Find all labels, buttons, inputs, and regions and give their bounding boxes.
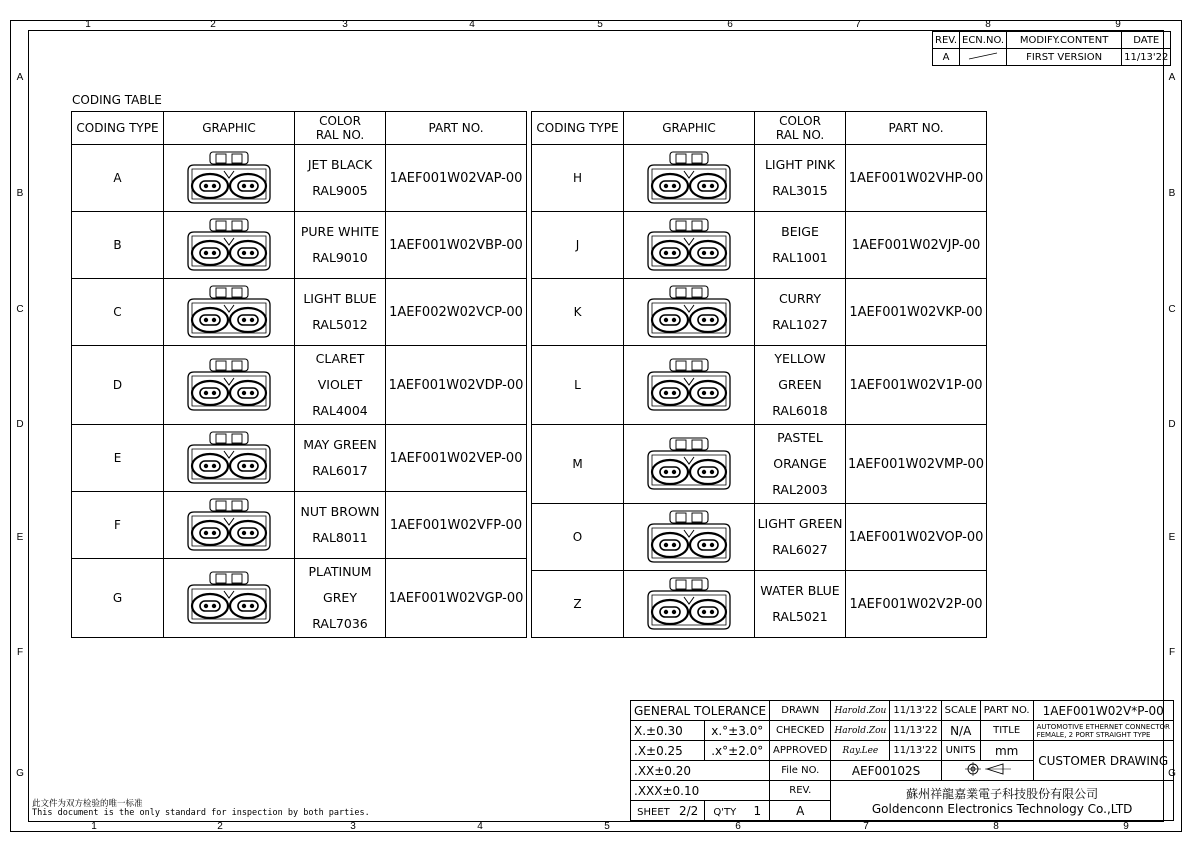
color-name: MAY GREEN xyxy=(303,437,377,452)
rev-label: REV. xyxy=(770,781,831,801)
graphic-cell xyxy=(164,279,295,346)
drawn-label: DRAWN xyxy=(770,701,831,721)
connector-graphic-icon xyxy=(644,577,734,631)
col-graphic: GRAPHIC xyxy=(164,112,295,145)
color-cell xyxy=(295,346,386,425)
drawn-by: Harold.Zou xyxy=(831,701,890,721)
ral-number: RAL8011 xyxy=(312,530,368,545)
revision-table xyxy=(932,31,1171,66)
coding-row xyxy=(72,346,527,425)
rev-value: A xyxy=(933,49,960,66)
connector-graphic-icon xyxy=(644,510,734,564)
part-number: 1AEF001W02VHP-00 xyxy=(846,145,987,212)
file-no-value: AEF00102S xyxy=(831,761,941,781)
coding-type: O xyxy=(532,504,624,571)
zone-number-bottom: 6 xyxy=(735,821,741,832)
col-coding-type: CODING TYPE xyxy=(72,112,164,145)
col-coding-type: CODING TYPE xyxy=(532,112,624,145)
zone-letter-right: D xyxy=(1168,419,1176,430)
zone-number-bottom: 2 xyxy=(217,821,223,832)
color-cell xyxy=(755,571,846,638)
graphic-cell xyxy=(624,425,755,504)
zone-number-bottom: 4 xyxy=(477,821,483,832)
checked-date: 11/13'22 xyxy=(890,721,941,741)
ral-number: RAL7036 xyxy=(312,616,368,631)
ral-number: RAL9005 xyxy=(312,183,368,198)
coding-type: E xyxy=(72,425,164,492)
color-cell xyxy=(295,212,386,279)
zone-letter-left: G xyxy=(16,768,24,779)
approved-date: 11/13'22 xyxy=(890,741,941,761)
col-part-no: PART NO. xyxy=(846,112,987,145)
part-number: 1AEF001W02VEP-00 xyxy=(386,425,527,492)
col-color-line1: COLOR xyxy=(779,114,821,128)
graphic-cell xyxy=(624,212,755,279)
customer-drawing: CUSTOMER DRAWING xyxy=(1033,741,1173,781)
coding-row xyxy=(72,279,527,346)
title-line-1: AUTOMOTIVE ETHERNET CONNECTOR xyxy=(1036,722,1170,731)
color-name: CLARET VIOLET xyxy=(315,351,365,392)
ral-number: RAL1001 xyxy=(772,250,828,265)
rev-value: A xyxy=(770,801,831,821)
graphic-cell xyxy=(624,346,755,425)
zone-number-top: 8 xyxy=(985,19,991,30)
color-cell xyxy=(755,346,846,425)
part-number: 1AEF001W02VOP-00 xyxy=(846,504,987,571)
connector-graphic-icon xyxy=(184,358,274,412)
coding-type: F xyxy=(72,492,164,559)
part-number: 1AEF001W02VGP-00 xyxy=(386,559,527,638)
graphic-cell xyxy=(164,346,295,425)
color-name: JET BLACK xyxy=(307,157,373,172)
qty-cell xyxy=(705,801,770,821)
connector-graphic-icon xyxy=(644,285,734,339)
col-color xyxy=(755,112,846,145)
connector-graphic-icon xyxy=(184,218,274,272)
graphic-cell xyxy=(164,492,295,559)
connector-graphic-icon xyxy=(184,498,274,552)
zone-number-top: 2 xyxy=(210,19,216,30)
date-header: DATE xyxy=(1122,32,1171,49)
coding-type: M xyxy=(532,425,624,504)
note-cn: 此文件为双方检验的唯一标准 xyxy=(32,799,143,809)
coding-type: L xyxy=(532,346,624,425)
ecn-value xyxy=(960,49,1007,66)
coding-type: G xyxy=(72,559,164,638)
color-cell xyxy=(295,492,386,559)
color-name: NUT BROWN xyxy=(300,504,380,519)
third-angle-projection-icon xyxy=(961,762,1013,776)
col-part-no: PART NO. xyxy=(386,112,527,145)
graphic-cell xyxy=(624,571,755,638)
general-tolerance-label: GENERAL TOLERANCE xyxy=(631,701,770,721)
connector-graphic-icon xyxy=(184,431,274,485)
part-number: 1AEF001W02VDP-00 xyxy=(386,346,527,425)
date-value: 11/13'22 xyxy=(1122,49,1171,66)
color-name: WATER BLUE xyxy=(760,583,840,598)
coding-type: C xyxy=(72,279,164,346)
zone-letter-left: D xyxy=(16,419,24,430)
zone-letter-left: A xyxy=(16,72,24,83)
zone-number-bottom: 1 xyxy=(91,821,97,832)
coding-type: D xyxy=(72,346,164,425)
color-cell xyxy=(295,279,386,346)
checked-by: Harold.Zou xyxy=(831,721,890,741)
approved-by: Ray.Lee xyxy=(831,741,890,761)
scale-value: N/A xyxy=(941,721,980,741)
part-number: 1AEF001W02VMP-00 xyxy=(846,425,987,504)
drawn-date: 11/13'22 xyxy=(890,701,941,721)
zone-number-bottom: 7 xyxy=(863,821,869,832)
zone-letter-left: B xyxy=(16,188,24,199)
sheet-label xyxy=(631,801,705,821)
title-block xyxy=(630,700,1174,821)
coding-row xyxy=(532,212,987,279)
zone-number-top: 7 xyxy=(855,19,861,30)
tol-xxx: .XX±0.20 xyxy=(631,761,770,781)
color-name: CURRY xyxy=(778,291,822,306)
units-label: UNITS xyxy=(941,741,980,761)
coding-row xyxy=(532,571,987,638)
ral-number: RAL1027 xyxy=(772,317,828,332)
graphic-cell xyxy=(164,212,295,279)
tol-angle1: x.°±3.0° xyxy=(705,721,770,741)
color-name: PURE WHITE xyxy=(300,224,380,239)
zone-letter-left: F xyxy=(16,647,24,658)
connector-graphic-icon xyxy=(644,358,734,412)
coding-row xyxy=(72,492,527,559)
col-graphic: GRAPHIC xyxy=(624,112,755,145)
zone-letter-right: A xyxy=(1168,72,1176,83)
coding-row xyxy=(72,212,527,279)
connector-graphic-icon xyxy=(644,218,734,272)
tol-x: X.±0.30 xyxy=(631,721,705,741)
coding-row xyxy=(532,504,987,571)
zone-letter-right: B xyxy=(1168,188,1176,199)
part-no-label: PART NO. xyxy=(980,701,1033,721)
ral-number: RAL9010 xyxy=(312,250,368,265)
file-no-label: File NO. xyxy=(770,761,831,781)
color-cell xyxy=(295,145,386,212)
zone-number-bottom: 9 xyxy=(1123,821,1129,832)
part-number: 1AEF001W02VBP-00 xyxy=(386,212,527,279)
color-name: PASTEL ORANGE xyxy=(773,430,827,471)
graphic-cell xyxy=(164,425,295,492)
coding-type: H xyxy=(532,145,624,212)
color-name: LIGHT PINK xyxy=(764,157,836,172)
coding-row xyxy=(532,279,987,346)
zone-letter-right: F xyxy=(1168,647,1176,658)
color-cell xyxy=(755,145,846,212)
ral-number: RAL3015 xyxy=(772,183,828,198)
company-name-cn: 蘇州祥龍嘉業電子科技股份有限公司 xyxy=(906,787,1099,801)
graphic-cell xyxy=(624,504,755,571)
graphic-cell xyxy=(164,559,295,638)
coding-type: Z xyxy=(532,571,624,638)
qty-label: Q'TY xyxy=(713,806,737,818)
coding-row xyxy=(72,425,527,492)
color-cell xyxy=(755,504,846,571)
coding-type: K xyxy=(532,279,624,346)
units-value: mm xyxy=(980,741,1033,761)
scale-label: SCALE xyxy=(941,701,980,721)
graphic-cell xyxy=(624,279,755,346)
zone-letter-right: C xyxy=(1168,304,1176,315)
projection-symbol xyxy=(941,761,1033,781)
note-en: This document is the only standard for inspection by both parties. xyxy=(32,808,370,818)
part-number: 1AEF001W02VAP-00 xyxy=(386,145,527,212)
connector-graphic-icon xyxy=(644,437,734,491)
drawing-title xyxy=(1033,721,1173,741)
zone-number-top: 4 xyxy=(469,19,475,30)
zone-letter-right: G xyxy=(1168,768,1176,779)
ral-number: RAL4004 xyxy=(312,403,368,418)
rev-header: REV. xyxy=(933,32,960,49)
connector-graphic-icon xyxy=(184,151,274,205)
coding-table-title: CODING TABLE xyxy=(72,93,162,107)
connector-graphic-icon xyxy=(184,571,274,625)
connector-graphic-icon xyxy=(644,151,734,205)
color-name: LIGHT BLUE xyxy=(303,291,377,306)
zone-number-bottom: 8 xyxy=(993,821,999,832)
graphic-cell xyxy=(624,145,755,212)
zone-number-top: 1 xyxy=(85,19,91,30)
col-color-line1: COLOR xyxy=(319,114,361,128)
ral-number: RAL6017 xyxy=(312,463,368,478)
coding-row xyxy=(532,346,987,425)
coding-row xyxy=(72,145,527,212)
tol-xxxx: .XXX±0.10 xyxy=(631,781,770,801)
graphic-cell xyxy=(164,145,295,212)
ral-number: RAL5021 xyxy=(772,609,828,624)
zone-letter-right: E xyxy=(1168,532,1176,543)
color-name: BEIGE xyxy=(781,224,819,239)
tol-angle2: .x°±2.0° xyxy=(705,741,770,761)
ecn-header: ECN.NO. xyxy=(960,32,1007,49)
title-line-2: FEMALE, 2 PORT STRAIGHT TYPE xyxy=(1036,730,1151,739)
ral-number: RAL5012 xyxy=(312,317,368,332)
color-name: PLATINUM GREY xyxy=(308,564,372,605)
color-name: YELLOW GREEN xyxy=(774,351,826,392)
coding-table-right xyxy=(531,111,987,638)
modify-content-header: MODIFY.CONTENT xyxy=(1007,32,1122,49)
part-number: 1AEF001W02VFP-00 xyxy=(386,492,527,559)
ral-number: RAL6018 xyxy=(772,403,828,418)
modify-content-value: FIRST VERSION xyxy=(1007,49,1122,66)
coding-table-left xyxy=(71,111,527,638)
sheet-value: 2/2 xyxy=(678,803,699,818)
part-number: 1AEF001W02V1P-00 xyxy=(846,346,987,425)
part-number: 1AEF001W02VJP-00 xyxy=(846,212,987,279)
color-name: LIGHT GREEN xyxy=(757,516,843,531)
coding-row xyxy=(532,145,987,212)
ral-number: RAL2003 xyxy=(772,482,828,497)
color-cell xyxy=(755,212,846,279)
sheet-label-text: SHEET xyxy=(637,806,670,818)
zone-letter-left: C xyxy=(16,304,24,315)
zone-number-bottom: 5 xyxy=(604,821,610,832)
coding-type: B xyxy=(72,212,164,279)
color-cell xyxy=(295,425,386,492)
coding-row xyxy=(72,559,527,638)
part-number: 1AEF001W02VKP-00 xyxy=(846,279,987,346)
title-label: TITLE xyxy=(980,721,1033,741)
qty-value: 1 xyxy=(753,803,762,818)
connector-graphic-icon xyxy=(184,285,274,339)
approved-label: APPROVED xyxy=(770,741,831,761)
col-color-line2: RAL NO. xyxy=(315,128,365,142)
coding-type: J xyxy=(532,212,624,279)
color-cell xyxy=(755,279,846,346)
zone-number-top: 6 xyxy=(727,19,733,30)
inspection-note xyxy=(32,800,370,818)
col-color xyxy=(295,112,386,145)
color-cell xyxy=(295,559,386,638)
company-cell xyxy=(831,781,1173,821)
checked-label: CHECKED xyxy=(770,721,831,741)
col-color-line2: RAL NO. xyxy=(775,128,825,142)
part-number: 1AEF002W02VCP-00 xyxy=(386,279,527,346)
ral-number: RAL6027 xyxy=(772,542,828,557)
zone-letter-left: E xyxy=(16,532,24,543)
zone-number-bottom: 3 xyxy=(350,821,356,832)
zone-number-top: 3 xyxy=(342,19,348,30)
coding-row xyxy=(532,425,987,504)
part-number: 1AEF001W02V2P-00 xyxy=(846,571,987,638)
zone-number-top: 5 xyxy=(597,19,603,30)
company-name-en: Goldenconn Electronics Technology Co.,LTD xyxy=(871,802,1133,816)
coding-type: A xyxy=(72,145,164,212)
color-cell xyxy=(755,425,846,504)
part-no-value: 1AEF001W02V*P-00 xyxy=(1033,701,1173,721)
tol-xx: .X±0.25 xyxy=(631,741,705,761)
ecn-strike-icon xyxy=(963,50,1003,62)
zone-number-top: 9 xyxy=(1115,19,1121,30)
